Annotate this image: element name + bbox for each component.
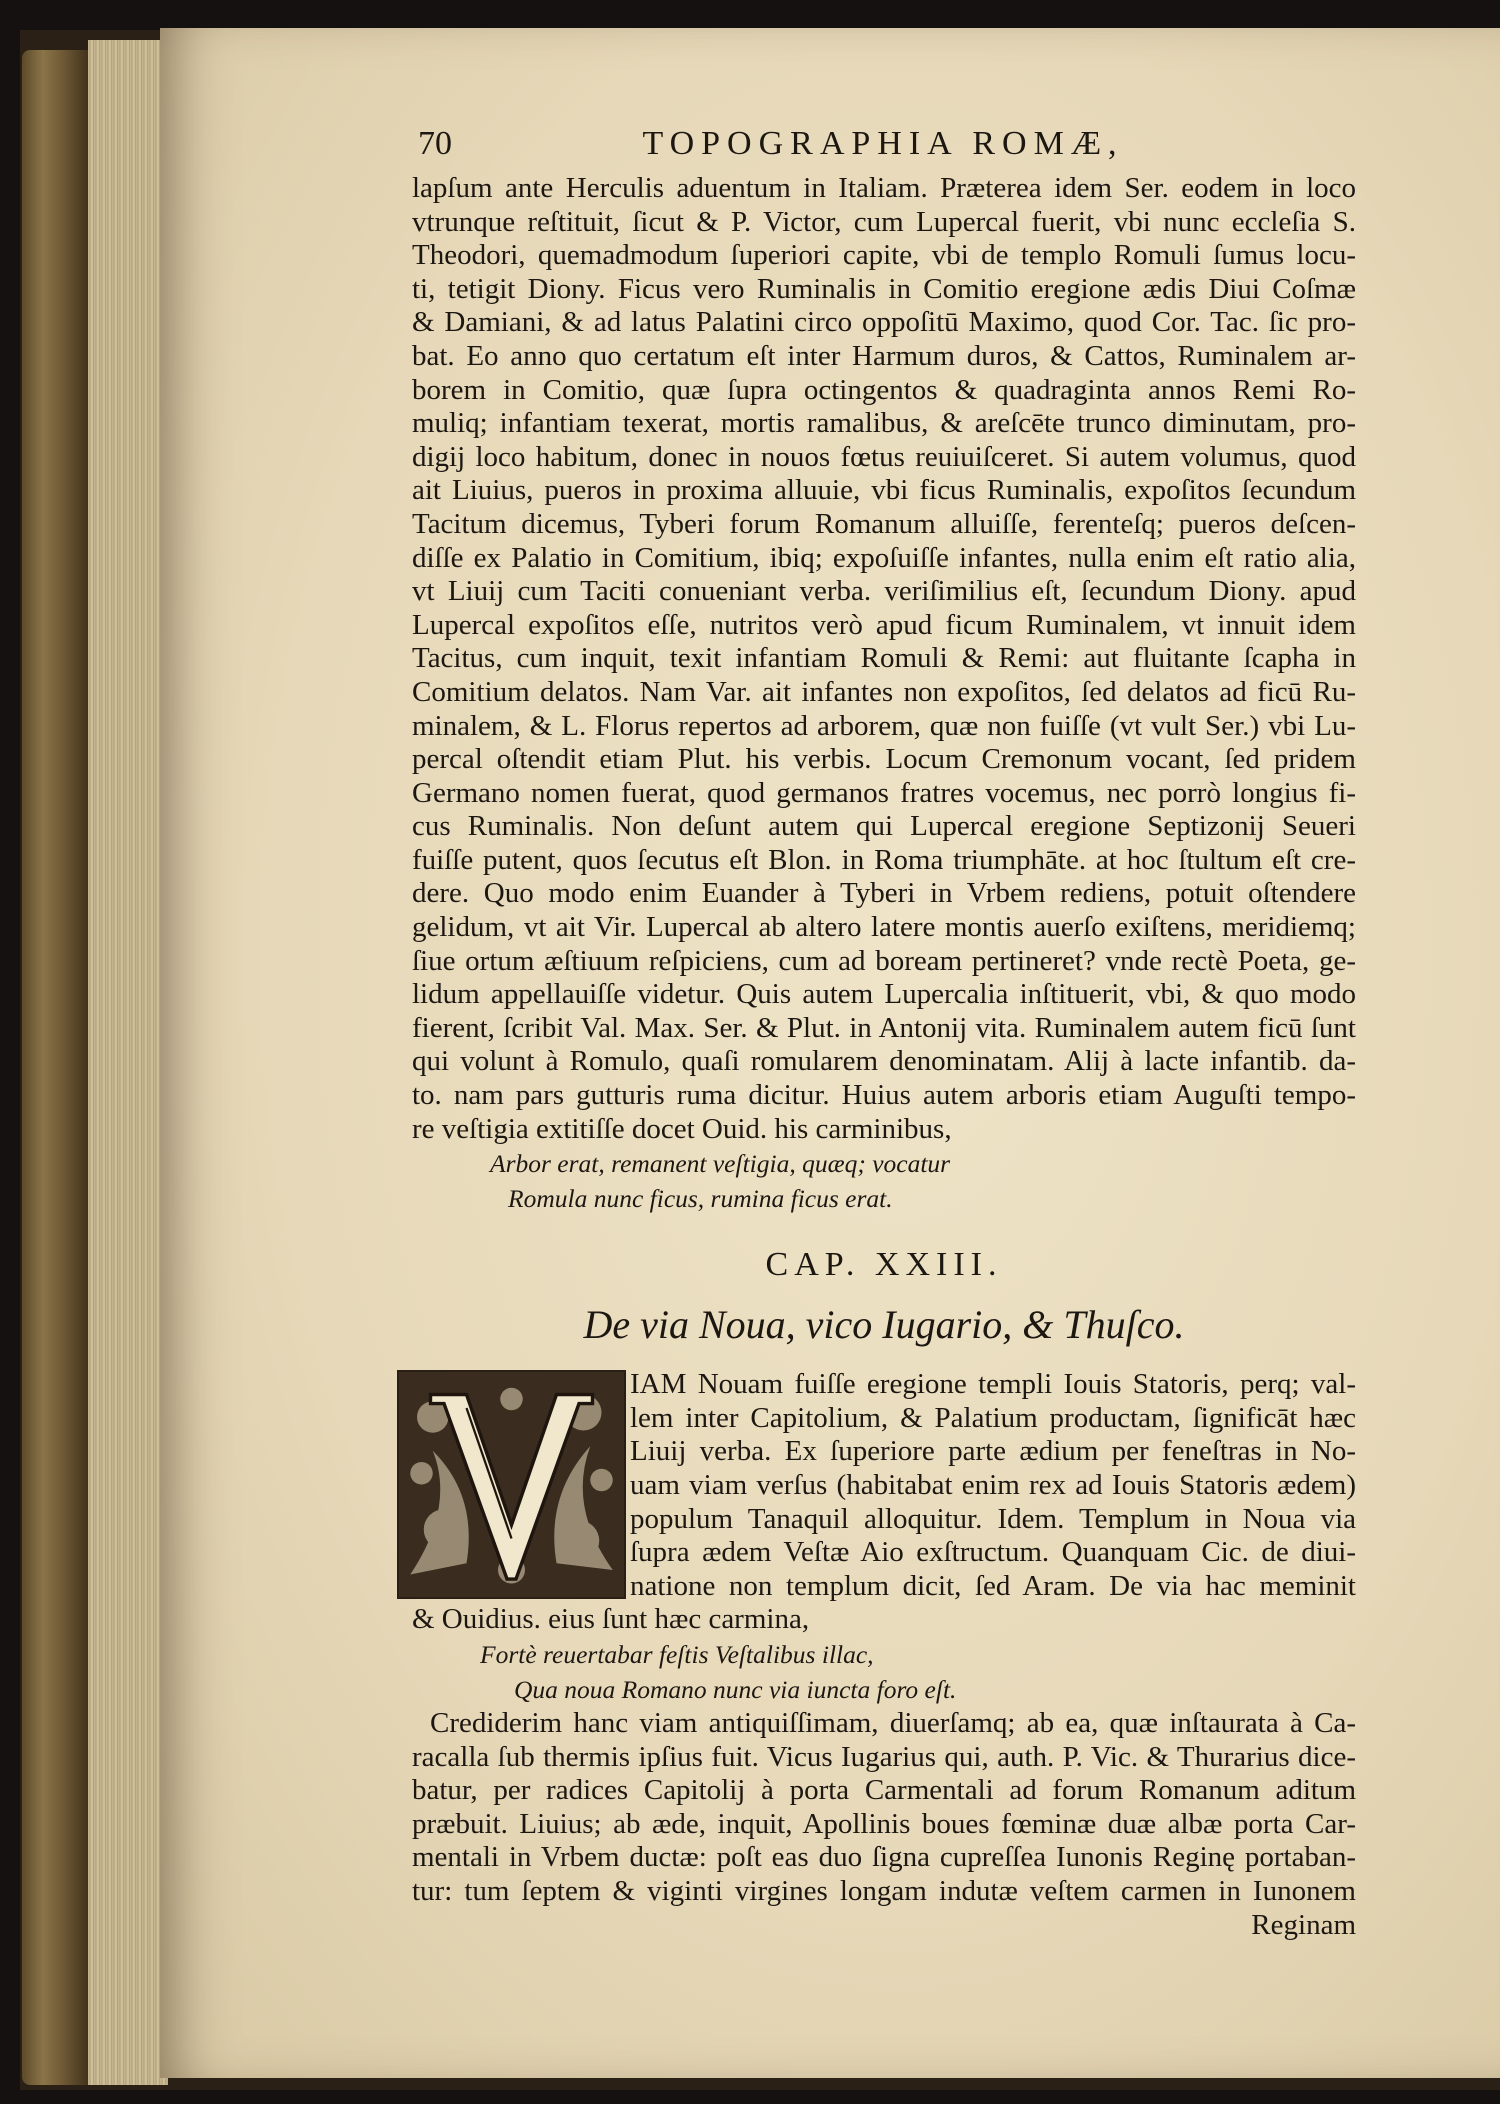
text-line: to. nam pars gutturis ruma dicitur. Huius autem arboris etiam Auguſti tempo- <box>412 1079 1356 1112</box>
text-line: præbuit. Liuius; ab æde, inquit, Apollinis boues fœminæ duæ albæ porta Car- <box>412 1807 1356 1840</box>
text-line: Liuij verba. Ex ſuperiore parte ædium per feneſtras in No- <box>630 1435 1356 1468</box>
text-line: ſupra ædem Veſtæ Aio exſtructum. Quanquam Cic. de diui- <box>630 1536 1356 1569</box>
text-line: lem inter Capitolium, & Palatium productam, ſignificāt hæc <box>630 1401 1356 1434</box>
text-line: Tacitus, cum inquit, texit infantiam Romuli & Remi: aut fluitante ſcapha in <box>412 642 1356 675</box>
text-line: Comitium delatos. Nam Var. ait infantes non expoſitos, ſed delatos ad ficū Ru- <box>412 675 1356 708</box>
verse-quotation-2 <box>412 1637 1356 1707</box>
text-line: lapſum ante Herculis aduentum in Italiam. Præterea idem Ser. eodem in loco <box>412 172 1356 204</box>
text-line: gelidum, vt ait Vir. Lupercal ab altero latere montis auerſo exiſtens, meridiemq; <box>412 911 1356 944</box>
text-line: ait Liuius, pueros in proxima alluuie, vbi ficus Ruminalis, expoſitos ſecundum <box>412 474 1356 507</box>
text-line: minalem, & L. Florus repertos ad arborem, quæ non fuiſſe (vt vult Ser.) vbi Lu- <box>412 709 1356 742</box>
text-line: IAM Nouam fuiſſe eregione templi Iouis Statoris, perq; val- <box>630 1368 1356 1401</box>
text-line: Theodori, quemadmodum ſuperiori capite, vbi de templo Romuli ſumus locu- <box>412 239 1356 272</box>
text-line: ti, tetigit Diony. Ficus vero Ruminalis in Comitio eregione ædis Diui Coſmæ <box>412 272 1356 305</box>
text-line: Lupercal expoſitos eſſe, nutritos verò apud ficum Ruminalem, vt innuit idem <box>412 608 1356 641</box>
after-initial-line: & Ouidius. eius ſunt hæc carmina, <box>412 1603 810 1636</box>
text-line: natione non templum dicit, ſed Aram. De via hac meminit <box>630 1569 1356 1602</box>
text-line: Crediderim hanc viam antiquiſſimam, diuerſamq; ab ea, quæ inſtaurata à Ca- <box>430 1706 1356 1739</box>
text-line: diſſe ex Palatio in Comitium, ibiq; expoſuiſſe infantes, nulla enim eſt ratio alia, <box>412 541 1356 574</box>
text-line: populum Tanaquil alloquitur. Idem. Templum in Noua via <box>630 1502 1356 1535</box>
verse-line: Romula nunc ficus, rumina ficus erat. <box>508 1184 893 1214</box>
chapter-heading: CAP. XXIII. <box>765 1246 1003 1284</box>
text-line: racalla ſub thermis ipſius fuit. Vicus Iugarius qui, auth. P. Vic. & Thurarius dice- <box>412 1740 1356 1773</box>
text-line: tur: tum ſeptem & viginti virgines longam indutæ veſtem carmen in Iunonem <box>412 1874 1356 1907</box>
running-head <box>418 125 1348 165</box>
text-line: Tacitum dicemus, Tyberi forum Romanum alluiſſe, ferenteſq; pueros deſcen- <box>412 507 1356 540</box>
page-edges <box>88 40 168 2085</box>
catchword: Reginam <box>1251 1908 1356 1941</box>
body-paragraph <box>412 172 1356 1146</box>
verse-line: Arbor erat, remanent veſtigia, quæq; vocatur <box>490 1149 951 1179</box>
text-line: fuiſſe putent, quos ſecutus eſt Blon. in Roma triumphāte. at hoc ſtultum eſt cre- <box>412 843 1356 876</box>
verse-line: Fortè reuertabar feſtis Veſtalibus illac, <box>480 1639 874 1669</box>
text-line: borem in Comitio, quæ ſupra octingentos & quadraginta annos Remi Ro- <box>412 373 1356 406</box>
text-line: ſiue ortum æſtiuum reſpiciens, cum ad boream pertineret? vnde rectè Poeta, ge- <box>412 944 1356 977</box>
text-line: batur, per radices Capitolij à porta Carmentali ad forum Romanum aditum <box>412 1774 1356 1807</box>
page-number: 70 <box>418 125 452 162</box>
verse-quotation-1 <box>490 1146 1356 1216</box>
verse-line: Qua noua Romano nunc via iuncta foro eſt. <box>514 1674 957 1704</box>
text-line: mentali in Vrbem ductæ: poſt eas duo ſigna cupreſſea Iunonis Reginę portaban- <box>412 1841 1356 1874</box>
text-line: lidum appellauiſſe videtur. Quis autem Lupercalia inſtituerit, vbi, & quo modo <box>412 978 1356 1011</box>
text-line: percal oſtendit etiam Plut. his verbis. Locum Cremonum vocant, ſed pridem <box>412 743 1356 776</box>
chapter-title: De via Noua, vico Iugario, & Thuſco. <box>583 1302 1185 1348</box>
text-line: cus Ruminalis. Non deſunt autem qui Lupercal eregione Septizonij Seueri <box>412 810 1356 843</box>
text-block <box>412 172 1356 1942</box>
text-line: & Damiani, & ad latus Palatini circo oppoſitū Maximo, quod Cor. Tac. ſic pro- <box>412 306 1356 339</box>
text-line: Germano nomen fuerat, quod germanos fratres vocemus, nec porrò longius fi- <box>412 776 1356 809</box>
final-paragraph <box>412 1707 1356 1909</box>
chapter-opening <box>412 1368 1356 1603</box>
text-line: fierent, ſcribit Val. Max. Ser. & Plut. in Antonij vita. Ruminalem autem ficū ſunt <box>412 1011 1356 1044</box>
text-line: dere. Quo modo enim Euander à Tyberi in Vrbem rediens, potuit oſtendere <box>412 877 1356 910</box>
decorated-initial-v-icon <box>397 1370 626 1599</box>
book-spine <box>22 50 92 2085</box>
text-line: bat. Eo anno quo certatum eſt inter Harmum duros, & Cattos, Ruminalem ar- <box>412 339 1356 372</box>
text-line: re veſtigia extitiſſe docet Ouid. his carminibus, <box>412 1112 952 1145</box>
text-line: uam viam verſus (habitabat enim rex ad Iouis Statoris ædem) <box>630 1469 1356 1501</box>
text-line: digij loco habitum, donec in nouos fœtus reuiuiſceret. Si autem volumus, quod <box>412 440 1356 473</box>
text-line: qui volunt à Romulo, quaſi romularem denominatam. Alij à lacte infantib. da- <box>412 1045 1356 1078</box>
text-line: vt Liuij cum Taciti conueniant verba. veriſimilius eſt, ſecundum Diony. apud <box>412 575 1356 608</box>
text-line: vtrunque reſtituit, ſicut & P. Victor, cum Lupercal fuerit, vbi nunc eccleſia S. <box>412 205 1356 238</box>
text-line: muliq; infantiam texerat, mortis ramalibus, & areſcēte trunco diminutam, pro- <box>412 407 1356 440</box>
running-head-title: TOPOGRAPHIA ROMÆ, <box>642 125 1124 162</box>
